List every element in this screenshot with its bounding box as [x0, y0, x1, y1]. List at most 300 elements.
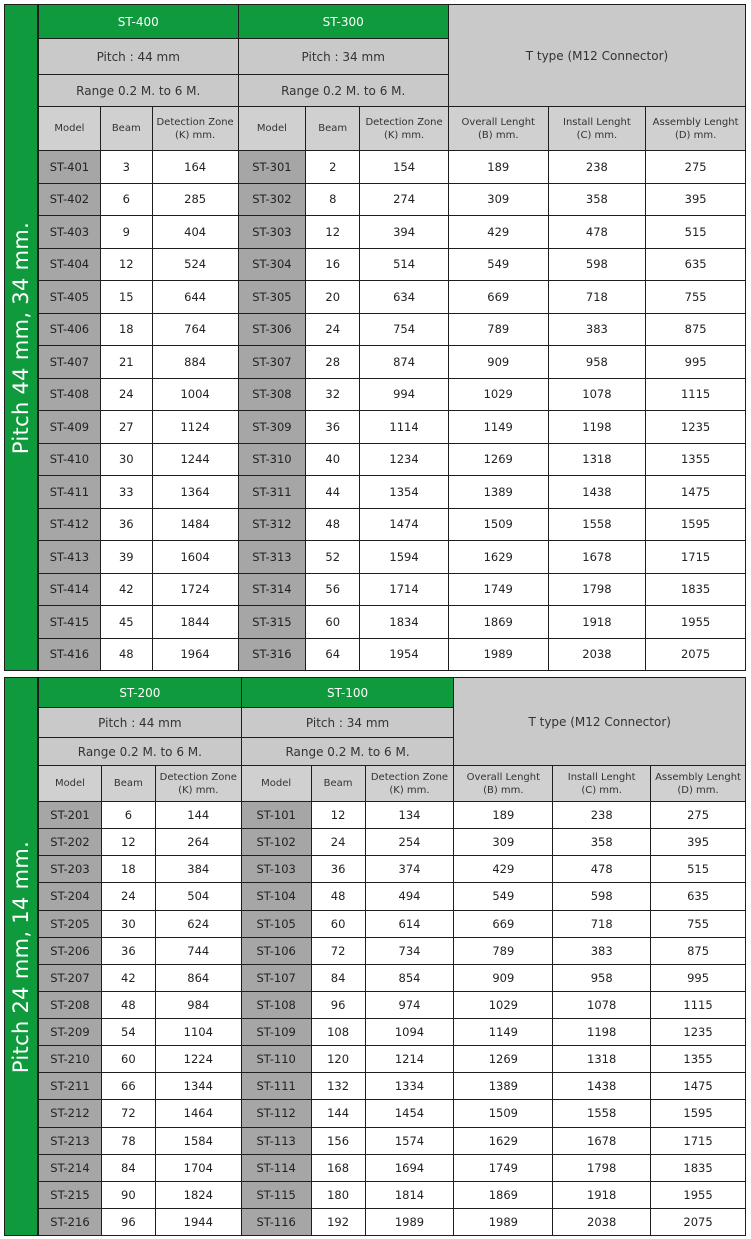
cell-beam-a: 78 — [101, 1127, 155, 1154]
range-header-b: Range 0.2 M. to 6 M. — [238, 75, 448, 107]
cell-overall: 309 — [448, 183, 548, 216]
cell-model-b: ST-114 — [241, 1154, 311, 1181]
cell-beam-a: 72 — [101, 1100, 155, 1127]
range-header-b: Range 0.2 M. to 6 M. — [241, 738, 454, 766]
cell-zone-b: 754 — [360, 313, 449, 346]
pitch-header-a: Pitch : 44 mm — [39, 708, 242, 738]
cell-model-a: ST-201 — [39, 802, 102, 829]
cell-zone-a: 1224 — [155, 1046, 241, 1073]
spec-table — [38, 677, 746, 1236]
cell-assembly: 1235 — [646, 411, 746, 444]
cell-model-a: ST-214 — [39, 1154, 102, 1181]
cell-zone-b: 1834 — [360, 606, 449, 639]
col-overall — [448, 107, 548, 151]
cell-beam-b: 120 — [311, 1046, 365, 1073]
cell-overall: 1509 — [454, 1100, 553, 1127]
cell-overall: 1749 — [448, 573, 548, 606]
cell-assembly: 1955 — [651, 1181, 746, 1208]
col-assembly — [651, 766, 746, 802]
cell-overall: 429 — [448, 216, 548, 249]
cell-beam-b: 44 — [306, 476, 360, 509]
cell-zone-a: 624 — [155, 910, 241, 937]
cell-model-b: ST-313 — [238, 541, 306, 574]
cell-zone-b: 1234 — [360, 443, 449, 476]
cell-beam-b: 56 — [306, 573, 360, 606]
cell-install: 383 — [548, 313, 646, 346]
col-assembly-line2: (D) mm. — [674, 129, 717, 141]
cell-beam-a: 66 — [101, 1073, 155, 1100]
cell-model-b: ST-314 — [238, 573, 306, 606]
cell-zone-a: 144 — [155, 802, 241, 829]
cell-beam-a: 84 — [101, 1154, 155, 1181]
col-zone-line1: Detection Zone — [370, 771, 449, 783]
cell-install: 1558 — [553, 1100, 651, 1127]
cell-overall: 789 — [454, 937, 553, 964]
cell-model-a: ST-410 — [39, 443, 101, 476]
table-row — [39, 1208, 746, 1235]
col-zone-line1: Detection Zone — [365, 116, 443, 128]
side-label: Pitch 44 mm, 34 mm. — [9, 221, 33, 454]
cell-zone-b: 1594 — [360, 541, 449, 574]
cell-model-b: ST-307 — [238, 346, 306, 379]
cell-assembly: 2075 — [646, 638, 746, 671]
cell-beam-a: 24 — [100, 378, 152, 411]
cell-model-a: ST-405 — [39, 281, 101, 314]
cell-install: 1318 — [553, 1046, 651, 1073]
cell-beam-b: 84 — [311, 964, 365, 991]
cell-overall: 429 — [454, 856, 553, 883]
cell-beam-b: 48 — [306, 508, 360, 541]
cell-assembly: 2075 — [651, 1208, 746, 1235]
cell-model-a: ST-210 — [39, 1046, 102, 1073]
table-row — [39, 606, 746, 639]
cell-beam-b: 72 — [311, 937, 365, 964]
cell-beam-a: 3 — [100, 151, 152, 184]
series-header-a: ST-200 — [39, 678, 242, 708]
cell-overall: 1749 — [454, 1154, 553, 1181]
cell-model-a: ST-204 — [39, 883, 102, 910]
cell-beam-a: 6 — [101, 802, 155, 829]
cell-zone-a: 1124 — [152, 411, 238, 444]
cell-assembly: 515 — [646, 216, 746, 249]
cell-assembly: 275 — [646, 151, 746, 184]
cell-model-b: ST-105 — [241, 910, 311, 937]
cell-install: 598 — [553, 883, 651, 910]
cell-beam-a: 24 — [101, 883, 155, 910]
cell-beam-b: 32 — [306, 378, 360, 411]
cell-model-a: ST-402 — [39, 183, 101, 216]
cell-beam-a: 33 — [100, 476, 152, 509]
table-row — [39, 476, 746, 509]
cell-overall: 1389 — [448, 476, 548, 509]
cell-install: 478 — [553, 856, 651, 883]
col-install-line1: Install Lenght — [567, 771, 636, 783]
cell-zone-a: 524 — [152, 248, 238, 281]
spec-table-block-pitch-44-34 — [4, 4, 746, 671]
cell-zone-b: 1214 — [365, 1046, 454, 1073]
cell-assembly: 1115 — [646, 378, 746, 411]
cell-zone-b: 274 — [360, 183, 449, 216]
cell-model-a: ST-407 — [39, 346, 101, 379]
cell-model-a: ST-203 — [39, 856, 102, 883]
cell-assembly: 755 — [651, 910, 746, 937]
cell-assembly: 1835 — [651, 1154, 746, 1181]
cell-model-b: ST-108 — [241, 991, 311, 1018]
cell-zone-a: 1464 — [155, 1100, 241, 1127]
col-beam-b: Beam — [311, 766, 365, 802]
cell-beam-a: 90 — [101, 1181, 155, 1208]
table-row — [39, 1127, 746, 1154]
cell-beam-a: 54 — [101, 1019, 155, 1046]
cell-model-a: ST-413 — [39, 541, 101, 574]
cell-install: 358 — [553, 829, 651, 856]
table-row — [39, 573, 746, 606]
cell-assembly: 755 — [646, 281, 746, 314]
cell-overall: 1869 — [454, 1181, 553, 1208]
cell-model-b: ST-107 — [241, 964, 311, 991]
cell-zone-b: 1694 — [365, 1154, 454, 1181]
cell-overall: 1029 — [454, 991, 553, 1018]
cell-zone-b: 994 — [360, 378, 449, 411]
cell-model-a: ST-211 — [39, 1073, 102, 1100]
spec-table-block-pitch-24-14 — [4, 677, 746, 1236]
cell-overall: 1149 — [454, 1019, 553, 1046]
cell-beam-b: 12 — [306, 216, 360, 249]
table-row — [39, 411, 746, 444]
cell-assembly: 1715 — [651, 1127, 746, 1154]
table-row — [39, 216, 746, 249]
table-row — [39, 541, 746, 574]
col-zone-b — [360, 107, 449, 151]
cell-assembly: 995 — [651, 964, 746, 991]
cell-model-a: ST-213 — [39, 1127, 102, 1154]
col-assembly-line1: Assembly Lenght — [655, 771, 741, 783]
cell-assembly: 1715 — [646, 541, 746, 574]
col-zone-line1: Detection Zone — [156, 116, 234, 128]
cell-zone-a: 1364 — [152, 476, 238, 509]
cell-model-a: ST-401 — [39, 151, 101, 184]
cell-overall: 1869 — [448, 606, 548, 639]
cell-beam-a: 39 — [100, 541, 152, 574]
cell-overall: 1389 — [454, 1073, 553, 1100]
table-row — [39, 183, 746, 216]
col-model-b: Model — [241, 766, 311, 802]
col-zone-line2: (K) mm. — [389, 784, 430, 796]
cell-zone-b: 1814 — [365, 1181, 454, 1208]
cell-install: 238 — [553, 802, 651, 829]
cell-beam-a: 9 — [100, 216, 152, 249]
cell-beam-b: 48 — [311, 883, 365, 910]
cell-beam-a: 60 — [101, 1046, 155, 1073]
cell-install: 958 — [548, 346, 646, 379]
table-row — [39, 346, 746, 379]
cell-model-b: ST-111 — [241, 1073, 311, 1100]
cell-install: 478 — [548, 216, 646, 249]
cell-assembly: 1355 — [651, 1046, 746, 1073]
table-row — [39, 443, 746, 476]
side-label-panel — [4, 677, 38, 1236]
col-zone-a — [152, 107, 238, 151]
cell-beam-a: 42 — [101, 964, 155, 991]
cell-install: 958 — [553, 964, 651, 991]
cell-zone-a: 1604 — [152, 541, 238, 574]
cell-beam-a: 42 — [100, 573, 152, 606]
cell-beam-b: 20 — [306, 281, 360, 314]
table-row — [39, 638, 746, 671]
cell-model-b: ST-311 — [238, 476, 306, 509]
cell-model-a: ST-206 — [39, 937, 102, 964]
cell-beam-b: 24 — [311, 829, 365, 856]
cell-zone-a: 984 — [155, 991, 241, 1018]
table-row — [39, 802, 746, 829]
cell-beam-b: 36 — [306, 411, 360, 444]
table-row — [39, 1100, 746, 1127]
col-zone-line1: Detection Zone — [159, 771, 237, 783]
cell-beam-b: 64 — [306, 638, 360, 671]
cell-beam-a: 30 — [101, 910, 155, 937]
cell-assembly: 1595 — [651, 1100, 746, 1127]
cell-model-b: ST-310 — [238, 443, 306, 476]
cell-install: 1078 — [548, 378, 646, 411]
cell-model-b: ST-304 — [238, 248, 306, 281]
cell-assembly: 395 — [651, 829, 746, 856]
range-header-a: Range 0.2 M. to 6 M. — [39, 75, 239, 107]
cell-model-a: ST-208 — [39, 991, 102, 1018]
table-row — [39, 248, 746, 281]
cell-zone-a: 264 — [155, 829, 241, 856]
cell-model-b: ST-110 — [241, 1046, 311, 1073]
cell-model-b: ST-102 — [241, 829, 311, 856]
cell-install: 1318 — [548, 443, 646, 476]
cell-model-a: ST-212 — [39, 1100, 102, 1127]
table-row — [39, 1073, 746, 1100]
cell-zone-b: 734 — [365, 937, 454, 964]
cell-model-b: ST-109 — [241, 1019, 311, 1046]
cell-install: 1078 — [553, 991, 651, 1018]
col-overall-line1: Overall Lenght — [461, 116, 535, 128]
cell-install: 1198 — [553, 1019, 651, 1046]
cell-zone-b: 1094 — [365, 1019, 454, 1046]
cell-model-b: ST-103 — [241, 856, 311, 883]
cell-assembly: 1475 — [651, 1073, 746, 1100]
cell-zone-b: 1954 — [360, 638, 449, 671]
cell-install: 1798 — [553, 1154, 651, 1181]
col-model-a: Model — [39, 766, 102, 802]
cell-beam-b: 60 — [306, 606, 360, 639]
cell-beam-b: 108 — [311, 1019, 365, 1046]
cell-model-a: ST-209 — [39, 1019, 102, 1046]
cell-beam-a: 18 — [100, 313, 152, 346]
cell-assembly: 635 — [646, 248, 746, 281]
cell-install: 1798 — [548, 573, 646, 606]
cell-zone-a: 1004 — [152, 378, 238, 411]
cell-zone-b: 974 — [365, 991, 454, 1018]
cell-zone-b: 1474 — [360, 508, 449, 541]
cell-model-b: ST-312 — [238, 508, 306, 541]
cell-zone-b: 1114 — [360, 411, 449, 444]
pitch-header-b: Pitch : 34 mm — [241, 708, 454, 738]
cell-beam-a: 27 — [100, 411, 152, 444]
table-row — [39, 151, 746, 184]
cell-overall: 1509 — [448, 508, 548, 541]
table-row — [39, 1154, 746, 1181]
col-overall-line1: Overall Lenght — [466, 771, 541, 783]
cell-install: 2038 — [548, 638, 646, 671]
cell-model-a: ST-205 — [39, 910, 102, 937]
cell-zone-a: 285 — [152, 183, 238, 216]
col-zone-line2: (K) mm. — [383, 129, 425, 141]
cell-zone-b: 854 — [365, 964, 454, 991]
cell-overall: 789 — [448, 313, 548, 346]
cell-zone-b: 1714 — [360, 573, 449, 606]
col-model-a: Model — [39, 107, 101, 151]
cell-overall: 1989 — [448, 638, 548, 671]
cell-assembly: 1355 — [646, 443, 746, 476]
table-row — [39, 378, 746, 411]
cell-zone-b: 1989 — [365, 1208, 454, 1235]
cell-model-b: ST-113 — [241, 1127, 311, 1154]
series-header-b: ST-100 — [241, 678, 454, 708]
cell-overall: 1149 — [448, 411, 548, 444]
cell-zone-a: 1584 — [155, 1127, 241, 1154]
cell-beam-a: 6 — [100, 183, 152, 216]
cell-assembly: 1475 — [646, 476, 746, 509]
cell-beam-b: 96 — [311, 991, 365, 1018]
cell-beam-a: 96 — [101, 1208, 155, 1235]
cell-install: 718 — [553, 910, 651, 937]
col-beam-a: Beam — [101, 766, 155, 802]
pitch-header-b: Pitch : 34 mm — [238, 39, 448, 75]
cell-assembly: 515 — [651, 856, 746, 883]
cell-model-b: ST-301 — [238, 151, 306, 184]
cell-model-a: ST-207 — [39, 964, 102, 991]
cell-model-a: ST-416 — [39, 638, 101, 671]
cell-install: 2038 — [553, 1208, 651, 1235]
cell-assembly: 275 — [651, 802, 746, 829]
cell-model-b: ST-101 — [241, 802, 311, 829]
table-row — [39, 829, 746, 856]
cell-beam-b: 36 — [311, 856, 365, 883]
col-model-b: Model — [238, 107, 306, 151]
cell-install: 383 — [553, 937, 651, 964]
cell-zone-a: 884 — [152, 346, 238, 379]
cell-overall: 1029 — [448, 378, 548, 411]
cell-beam-a: 48 — [100, 638, 152, 671]
cell-model-b: ST-305 — [238, 281, 306, 314]
cell-model-a: ST-406 — [39, 313, 101, 346]
cell-install: 1198 — [548, 411, 646, 444]
cell-overall: 1629 — [448, 541, 548, 574]
table-row — [39, 964, 746, 991]
cell-beam-b: 60 — [311, 910, 365, 937]
cell-install: 1678 — [548, 541, 646, 574]
cell-beam-b: 180 — [311, 1181, 365, 1208]
cell-zone-b: 634 — [360, 281, 449, 314]
cell-beam-a: 21 — [100, 346, 152, 379]
cell-overall: 669 — [448, 281, 548, 314]
col-beam-b: Beam — [306, 107, 360, 151]
col-assembly-line2: (D) mm. — [677, 784, 719, 796]
cell-zone-a: 764 — [152, 313, 238, 346]
col-install-line1: Install Lenght — [563, 116, 631, 128]
cell-overall: 549 — [454, 883, 553, 910]
cell-beam-a: 18 — [101, 856, 155, 883]
cell-model-a: ST-415 — [39, 606, 101, 639]
cell-install: 1918 — [553, 1181, 651, 1208]
cell-zone-a: 164 — [152, 151, 238, 184]
cell-zone-b: 394 — [360, 216, 449, 249]
cell-zone-b: 494 — [365, 883, 454, 910]
side-label: Pitch 24 mm, 14 mm. — [9, 840, 33, 1073]
table-row — [39, 1019, 746, 1046]
cell-zone-b: 514 — [360, 248, 449, 281]
cell-beam-a: 48 — [101, 991, 155, 1018]
cell-zone-a: 404 — [152, 216, 238, 249]
cell-overall: 909 — [448, 346, 548, 379]
cell-zone-b: 1334 — [365, 1073, 454, 1100]
cell-zone-a: 744 — [155, 937, 241, 964]
cell-zone-a: 864 — [155, 964, 241, 991]
cell-beam-a: 30 — [100, 443, 152, 476]
cell-model-b: ST-303 — [238, 216, 306, 249]
series-header-b: ST-300 — [238, 5, 448, 39]
cell-model-a: ST-216 — [39, 1208, 102, 1235]
cell-beam-a: 36 — [100, 508, 152, 541]
cell-model-b: ST-309 — [238, 411, 306, 444]
cell-assembly: 875 — [651, 937, 746, 964]
cell-beam-b: 132 — [311, 1073, 365, 1100]
cell-install: 718 — [548, 281, 646, 314]
cell-model-b: ST-315 — [238, 606, 306, 639]
cell-model-b: ST-112 — [241, 1100, 311, 1127]
col-assembly — [646, 107, 746, 151]
table-row — [39, 1181, 746, 1208]
cell-beam-a: 36 — [101, 937, 155, 964]
cell-assembly: 395 — [646, 183, 746, 216]
cell-model-b: ST-104 — [241, 883, 311, 910]
spec-table — [38, 4, 746, 671]
col-install-line2: (C) mm. — [581, 784, 622, 796]
table-row — [39, 937, 746, 964]
cell-model-a: ST-414 — [39, 573, 101, 606]
cell-beam-b: 12 — [311, 802, 365, 829]
cell-zone-b: 134 — [365, 802, 454, 829]
cell-model-a: ST-215 — [39, 1181, 102, 1208]
cell-overall: 1269 — [448, 443, 548, 476]
cell-model-a: ST-202 — [39, 829, 102, 856]
cell-model-b: ST-316 — [238, 638, 306, 671]
cell-beam-b: 16 — [306, 248, 360, 281]
side-label-panel — [4, 4, 38, 671]
cell-beam-a: 12 — [100, 248, 152, 281]
cell-zone-b: 1454 — [365, 1100, 454, 1127]
cell-model-b: ST-308 — [238, 378, 306, 411]
table-row — [39, 856, 746, 883]
cell-beam-b: 52 — [306, 541, 360, 574]
cell-model-a: ST-403 — [39, 216, 101, 249]
table-row — [39, 281, 746, 314]
cell-overall: 1629 — [454, 1127, 553, 1154]
cell-assembly: 1115 — [651, 991, 746, 1018]
cell-zone-b: 374 — [365, 856, 454, 883]
cell-beam-a: 45 — [100, 606, 152, 639]
cell-assembly: 1595 — [646, 508, 746, 541]
cell-model-b: ST-302 — [238, 183, 306, 216]
cell-zone-a: 1724 — [152, 573, 238, 606]
col-assembly-line1: Assembly Lenght — [652, 116, 739, 128]
t-type-header: T type (M12 Connector) — [454, 678, 746, 766]
table-row — [39, 991, 746, 1018]
